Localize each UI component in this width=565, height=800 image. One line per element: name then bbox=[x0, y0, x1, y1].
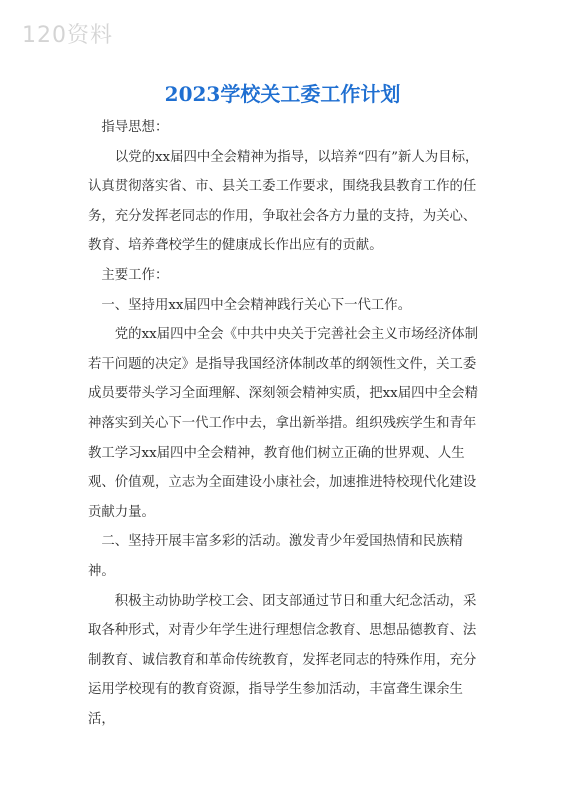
paragraph-guiding-thought: 以党的xx届四中全会精神为指导，以培养“四有”新人为目标，认真贯彻落实省、市、县关工委工作要求，围绕我县教育工作的任务，充分发挥老同志的作用，争取社会各方力量的支持，为关心、教育、培养聋校学生的健康成长作出应有的贡献。 bbox=[88, 149, 479, 254]
heading-guiding-thought: 指导思想： bbox=[101, 120, 169, 135]
paragraph-section-2: 积极主动协助学校工会、团支部通过节日和重大纪念活动，采取各种形式，对青少年学生进行理想信念教育、思想品德教育、法制教育、诚信教育和革命传统教育，发挥老同志的特殊作用，充分运用学校现有的教育资源，指导学生参加活动，丰富聋生课余生活， bbox=[88, 593, 477, 727]
heading-main-work: 主要工作： bbox=[101, 267, 169, 283]
section-heading-2: 二、坚持开展丰富多彩的活动。激发青少年爱国热情和民族精神。 bbox=[88, 534, 463, 579]
document-body bbox=[88, 113, 488, 734]
watermark: 120资料 bbox=[22, 23, 113, 48]
section-heading-1: 一、坚持用xx届四中全会精神践行关心下一代工作。 bbox=[101, 297, 412, 313]
paragraph-section-1: 党的xx届四中全会《中共中央关于完善社会主义市场经济体制若干问题的决定》是指导我国经济体制改革的纲领性文件，关工委成员要带头学习全面理解、深刻领会精神实质，把xx届四中全会精神落实到关心下一代工作中去，拿出新举措。组织残疾学生和青年教工学习xx届四中全会精神，教育他们树立正确的世界观、人生观、价值观，立志为全面建设小康社会，加速推进特校现代化建设贡献力量。 bbox=[88, 327, 479, 520]
document-title: 2023学校关工委工作计划 bbox=[164, 82, 401, 106]
